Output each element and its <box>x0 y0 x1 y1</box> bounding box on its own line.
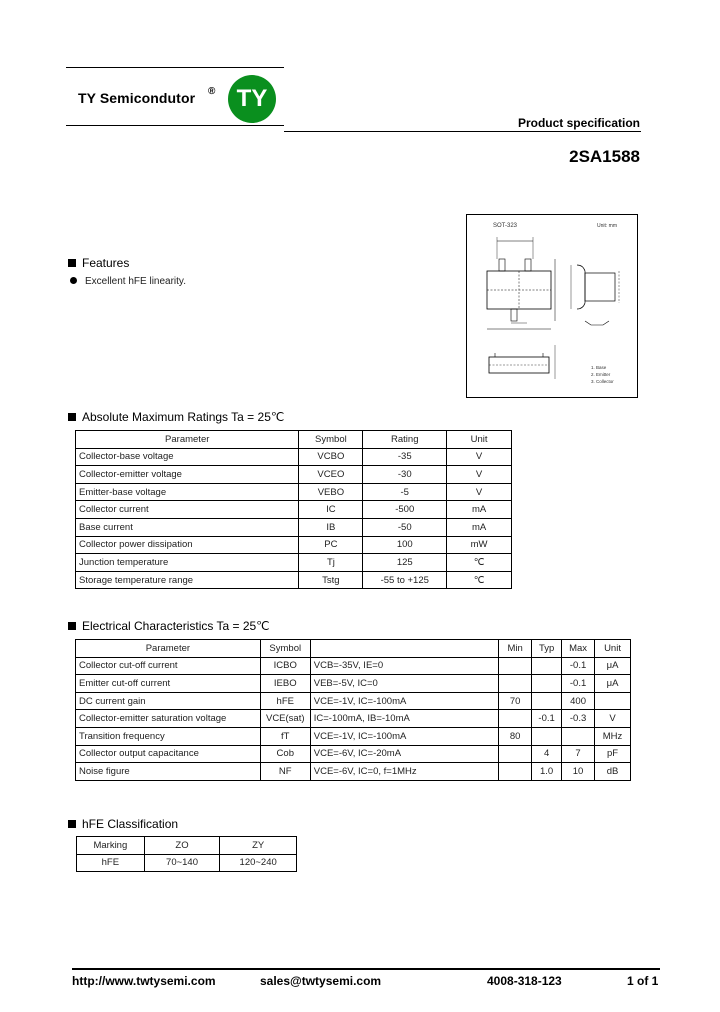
package-name: SOT-323 <box>493 223 518 229</box>
hfe-title: hFE Classification <box>82 817 179 831</box>
table-cell: V <box>447 466 512 484</box>
table-row <box>76 501 512 519</box>
table-cell: V <box>595 710 631 728</box>
table-cell: mA <box>447 501 512 519</box>
table-row <box>76 554 512 572</box>
table-cell: 10 <box>562 763 595 781</box>
lead-2 <box>525 259 531 271</box>
table-cell: dB <box>595 763 631 781</box>
table-header-row <box>76 431 512 449</box>
website-link[interactable]: http://www.twtysemi.com <box>72 974 216 988</box>
table-cell: ℃ <box>447 571 512 589</box>
table-cell: IEBO <box>260 675 310 693</box>
square-bullet-icon <box>68 413 76 421</box>
table-row <box>76 518 512 536</box>
table-cell: Collector-base voltage <box>76 448 299 466</box>
column-header: Max <box>562 640 595 658</box>
table-cell: VCE=-6V, IC=-20mA <box>310 745 498 763</box>
table-cell <box>532 692 562 710</box>
table-cell: V <box>447 483 512 501</box>
lead-3 <box>511 309 517 321</box>
table-cell: μA <box>595 675 631 693</box>
table-cell: Emitter-base voltage <box>76 483 299 501</box>
table-cell <box>562 727 595 745</box>
table-cell <box>595 692 631 710</box>
table-cell: PC <box>299 536 363 554</box>
company-name: TY Semicondutor <box>78 90 196 106</box>
table-row <box>76 763 631 781</box>
hfe-heading <box>68 817 178 831</box>
table-cell: V <box>447 448 512 466</box>
abs-max-table <box>75 430 512 589</box>
table-cell: Collector cut-off current <box>76 657 261 675</box>
table-cell <box>499 710 532 728</box>
table-cell: 1.0 <box>532 763 562 781</box>
header-rule-short <box>66 125 284 126</box>
part-number: 2SA1588 <box>569 147 640 166</box>
package-units: Unit: mm <box>597 223 617 229</box>
package-outline-svg <box>467 215 637 397</box>
table-cell: VCE=-1V, IC=-100mA <box>310 727 498 745</box>
table-row <box>76 727 631 745</box>
table-cell <box>499 675 532 693</box>
table-row <box>76 692 631 710</box>
column-header: Symbol <box>260 640 310 658</box>
table-cell: -5 <box>363 483 447 501</box>
table-row <box>76 571 512 589</box>
table-cell: -55 to +125 <box>363 571 447 589</box>
table-cell: Collector-emitter saturation voltage <box>76 710 261 728</box>
table-cell: ℃ <box>447 554 512 572</box>
elec-char-table <box>75 639 631 781</box>
table-cell: Marking <box>77 837 145 855</box>
column-header: Symbol <box>299 431 363 449</box>
column-header: Unit <box>595 640 631 658</box>
column-header: Typ <box>532 640 562 658</box>
pin-legend-3: 3. Collector <box>591 379 614 384</box>
table-cell: DC current gain <box>76 692 261 710</box>
table-cell: IC <box>299 501 363 519</box>
table-cell: ICBO <box>260 657 310 675</box>
table-cell: Collector power dissipation <box>76 536 299 554</box>
table-cell: IB <box>299 518 363 536</box>
table-cell: ZY <box>220 837 297 855</box>
ty-logo: TY <box>228 75 276 123</box>
table-cell: Emitter cut-off current <box>76 675 261 693</box>
elec-heading <box>68 619 270 633</box>
table-row <box>76 466 512 484</box>
header-rule-top <box>66 67 284 68</box>
table-cell: Collector output capacitance <box>76 745 261 763</box>
square-bullet-icon <box>68 622 76 630</box>
table-cell: 100 <box>363 536 447 554</box>
table-cell: -0.1 <box>532 710 562 728</box>
table-cell: -50 <box>363 518 447 536</box>
table-cell: 400 <box>562 692 595 710</box>
table-cell: 4 <box>532 745 562 763</box>
table-row <box>76 710 631 728</box>
table-cell: hFE <box>260 692 310 710</box>
table-cell: pF <box>595 745 631 763</box>
table-cell: -0.3 <box>562 710 595 728</box>
table-cell: Base current <box>76 518 299 536</box>
table-cell: 70 <box>499 692 532 710</box>
table-cell: hFE <box>77 854 145 872</box>
table-cell: Tstg <box>299 571 363 589</box>
table-header-row <box>76 640 631 658</box>
features-heading <box>68 256 129 270</box>
table-row <box>76 448 512 466</box>
table-cell: μA <box>595 657 631 675</box>
table-row <box>77 854 297 872</box>
table-cell: -500 <box>363 501 447 519</box>
lead-1 <box>499 259 505 271</box>
table-cell: VEB=-5V, IC=0 <box>310 675 498 693</box>
features-title: Features <box>82 256 130 270</box>
table-cell: ZO <box>144 837 220 855</box>
package-drawing <box>466 214 638 398</box>
table-cell: VCE=-6V, IC=0, f=1MHz <box>310 763 498 781</box>
table-cell: -0.1 <box>562 657 595 675</box>
column-header <box>310 640 498 658</box>
table-row <box>76 745 631 763</box>
table-cell: Transition frequency <box>76 727 261 745</box>
table-cell: 70~140 <box>144 854 220 872</box>
side-view-body <box>585 273 615 301</box>
table-cell: mA <box>447 518 512 536</box>
doc-type: Product specification <box>517 116 640 130</box>
phone-number: 4008-318-123 <box>487 974 562 988</box>
round-bullet-icon <box>70 277 77 284</box>
header-rule-main <box>284 131 641 132</box>
table-cell: 80 <box>499 727 532 745</box>
table-row <box>77 837 297 855</box>
hfe-class-table <box>76 836 297 872</box>
email-link[interactable]: sales@twtysemi.com <box>260 974 382 988</box>
elec-title: Electrical Characteristics Ta = 25℃ <box>82 619 270 633</box>
table-cell: Cob <box>260 745 310 763</box>
column-header: Unit <box>447 431 512 449</box>
pin-legend-1: 1. Base <box>591 365 607 370</box>
feature-item <box>70 276 186 287</box>
table-cell: -30 <box>363 466 447 484</box>
table-cell: Junction temperature <box>76 554 299 572</box>
footer-rule <box>72 968 660 970</box>
table-cell: VEBO <box>299 483 363 501</box>
table-cell: VCEO <box>299 466 363 484</box>
table-row <box>76 536 512 554</box>
feature-item-text: Excellent hFE linearity. <box>85 276 186 287</box>
table-cell: VCBO <box>299 448 363 466</box>
abs-max-title: Absolute Maximum Ratings Ta = 25℃ <box>82 410 285 424</box>
table-cell: mW <box>447 536 512 554</box>
table-cell <box>532 657 562 675</box>
pin-legend-2: 2. Emitter <box>591 372 611 377</box>
table-row <box>76 657 631 675</box>
abs-max-heading <box>68 410 284 424</box>
table-cell: VCE(sat) <box>260 710 310 728</box>
table-cell: Storage temperature range <box>76 571 299 589</box>
table-cell: fT <box>260 727 310 745</box>
registered-mark: ® <box>208 86 216 97</box>
table-cell: 125 <box>363 554 447 572</box>
square-bullet-icon <box>68 259 76 267</box>
table-row <box>76 483 512 501</box>
table-cell: IC=-100mA, IB=-10mA <box>310 710 498 728</box>
column-header: Rating <box>363 431 447 449</box>
square-bullet-icon <box>68 820 76 828</box>
table-cell <box>499 745 532 763</box>
table-cell: Tj <box>299 554 363 572</box>
table-cell <box>499 763 532 781</box>
table-cell <box>499 657 532 675</box>
table-cell: VCB=-35V, IE=0 <box>310 657 498 675</box>
table-cell <box>532 727 562 745</box>
table-cell: 120~240 <box>220 854 297 872</box>
table-cell: -35 <box>363 448 447 466</box>
page-number: 1 of 1 <box>627 974 659 988</box>
column-header: Parameter <box>76 640 261 658</box>
table-cell: -0.1 <box>562 675 595 693</box>
table-row <box>76 675 631 693</box>
table-cell: VCE=-1V, IC=-100mA <box>310 692 498 710</box>
table-cell <box>532 675 562 693</box>
table-cell: 7 <box>562 745 595 763</box>
column-header: Min <box>499 640 532 658</box>
table-cell: MHz <box>595 727 631 745</box>
table-cell: Collector-emitter voltage <box>76 466 299 484</box>
table-cell: Noise figure <box>76 763 261 781</box>
table-cell: Collector current <box>76 501 299 519</box>
table-cell: NF <box>260 763 310 781</box>
column-header: Parameter <box>76 431 299 449</box>
